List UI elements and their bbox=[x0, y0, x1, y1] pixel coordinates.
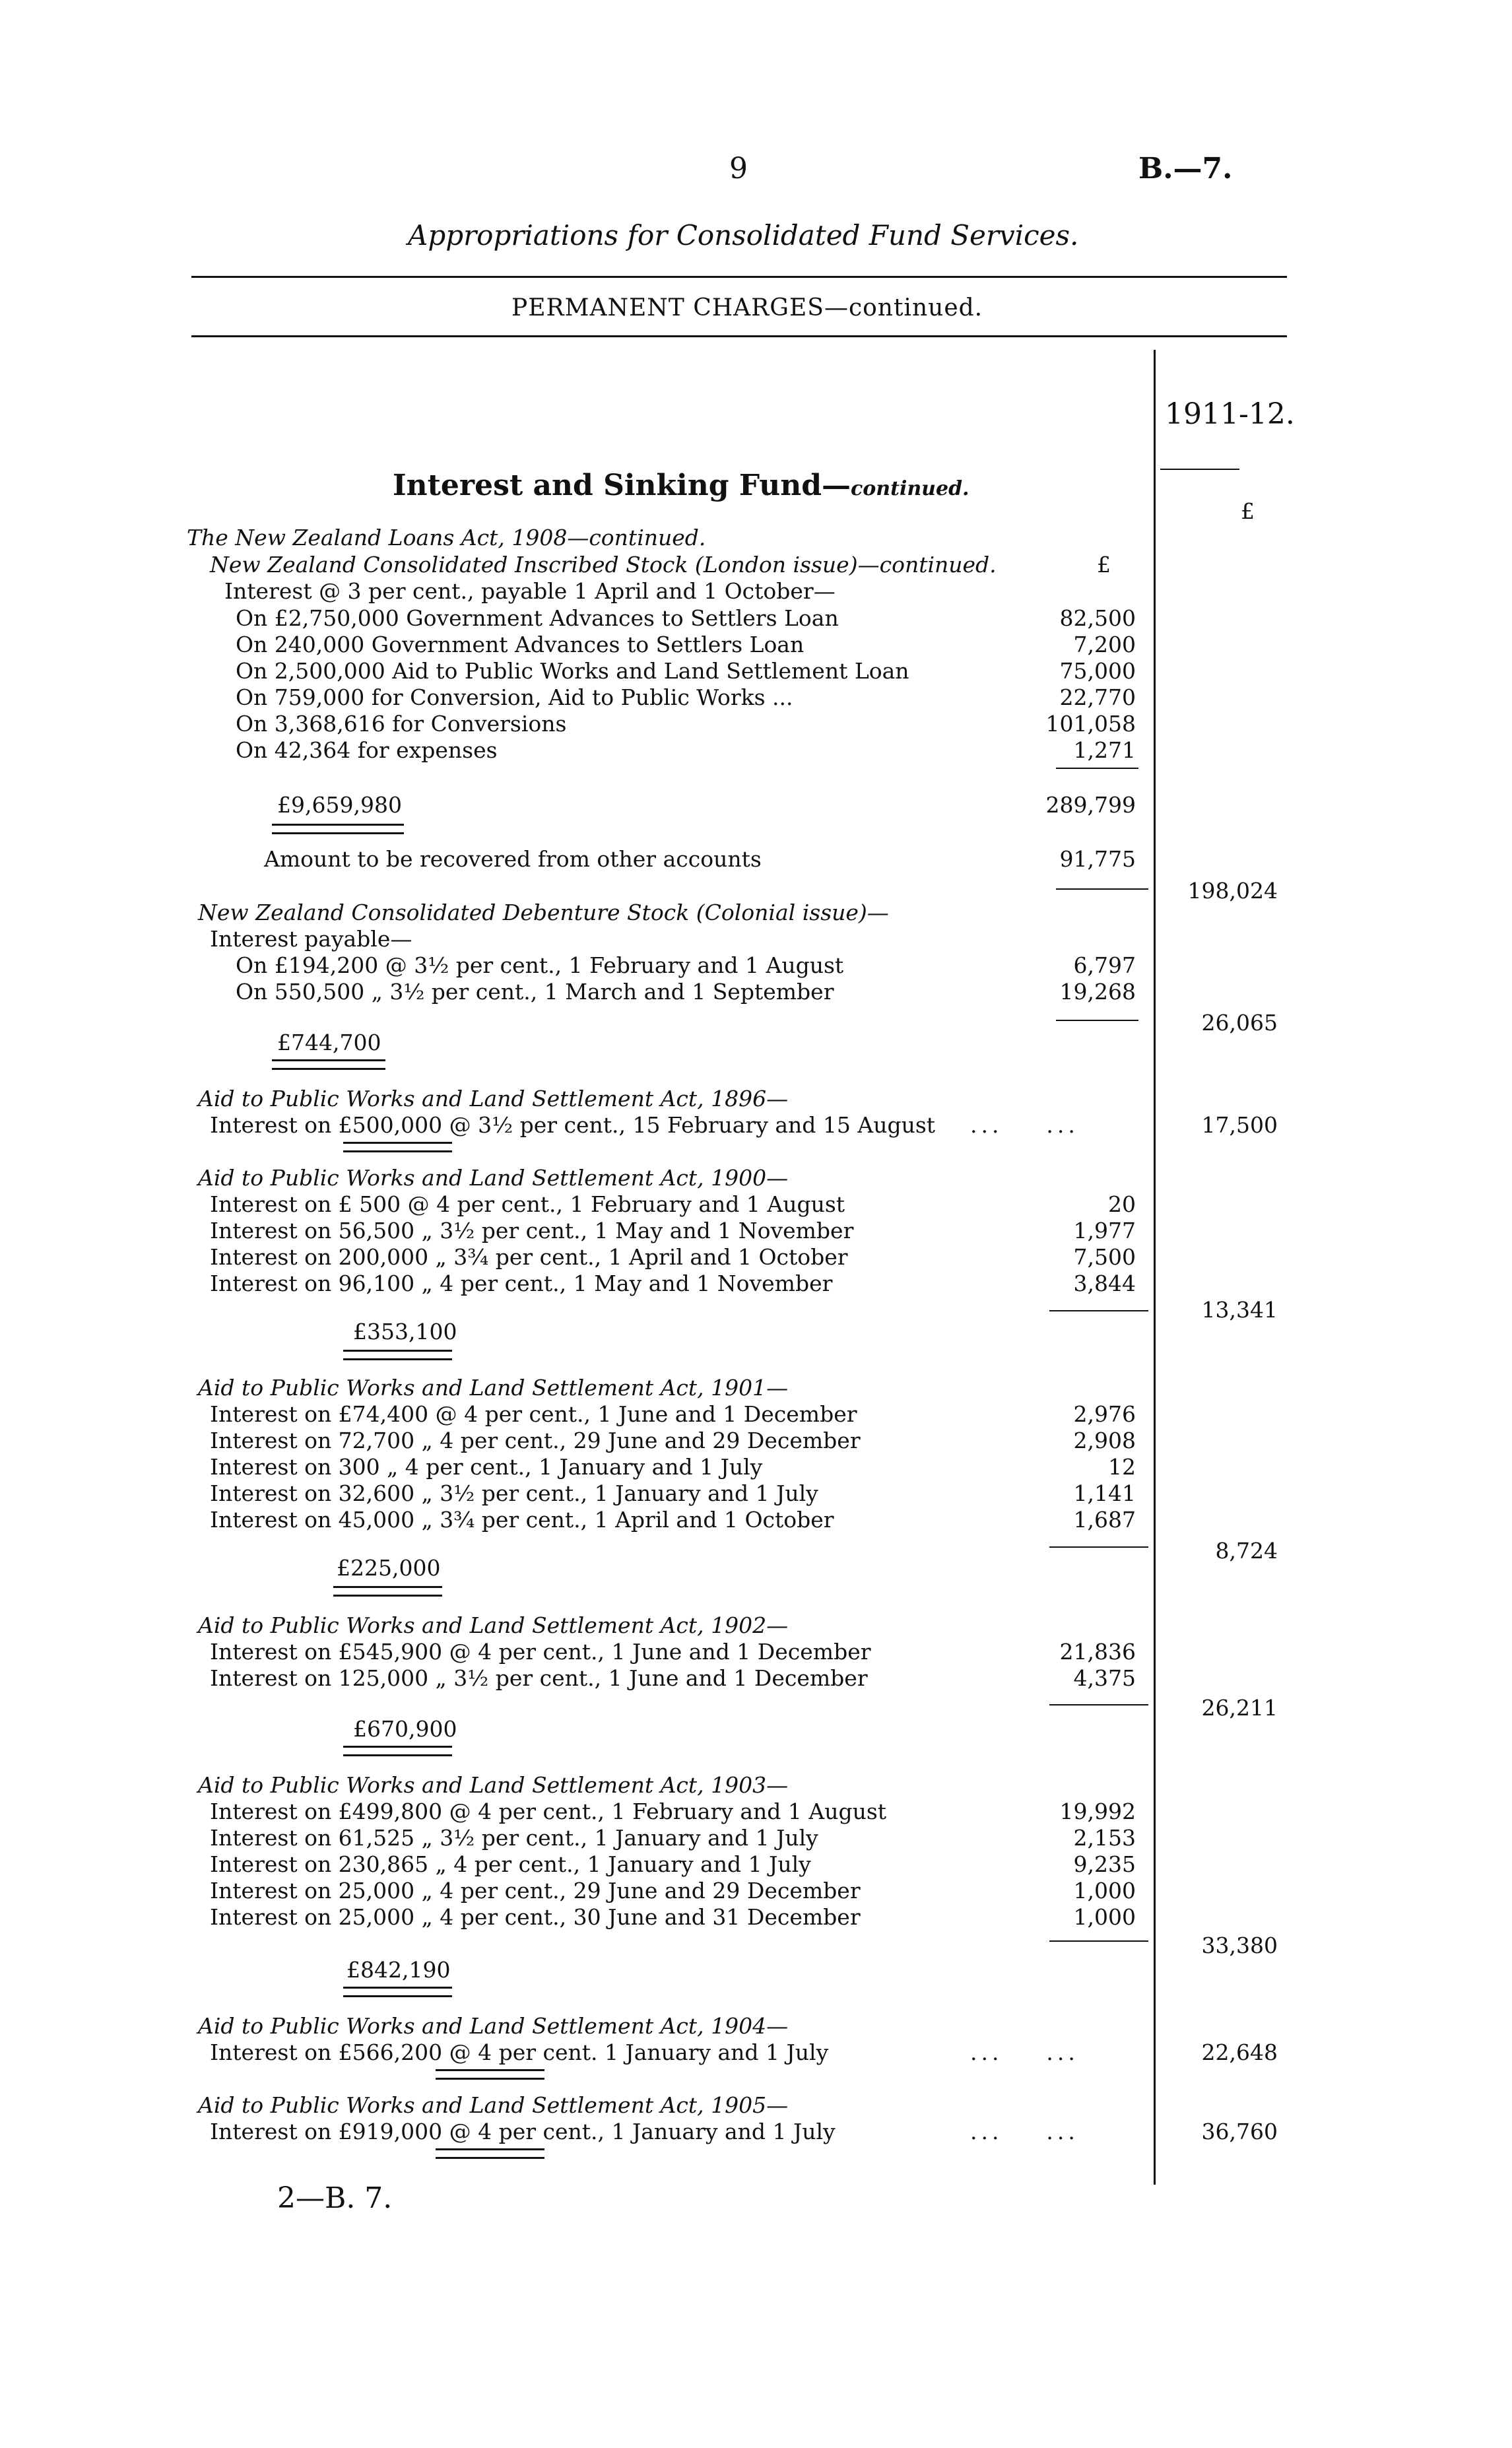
item-amount: 75,000 bbox=[1059, 658, 1136, 684]
interest-payable-label: Interest payable— bbox=[210, 926, 412, 952]
net-total: 8,724 bbox=[1215, 1538, 1278, 1564]
item-amount: 1,271 bbox=[1073, 737, 1136, 763]
subtotal-rule bbox=[1056, 768, 1138, 769]
act-1905-title: Aid to Public Works and Land Settlement Act, 1905— bbox=[198, 2092, 789, 2118]
list-item: Interest on 300 „ 4 per cent., 1 January and 1 July bbox=[210, 1454, 763, 1480]
item-amount: 9,235 bbox=[1073, 1851, 1136, 1877]
subtotal-rule bbox=[1049, 1704, 1148, 1705]
list-item: On 3,368,616 for Conversions bbox=[236, 711, 567, 737]
recovered-amount: 91,775 bbox=[1059, 846, 1136, 872]
principal-total: £353,100 bbox=[353, 1319, 457, 1344]
double-rule bbox=[436, 2148, 544, 2159]
amount-total: 289,799 bbox=[1045, 792, 1136, 818]
act-1904-title: Aid to Public Works and Land Settlement Act, 1904— bbox=[198, 2013, 789, 2039]
leader-dots: ... ... bbox=[970, 2039, 1079, 2065]
item-amount: 7,200 bbox=[1073, 632, 1136, 657]
section-title-main: Interest and Sinking Fund— bbox=[393, 469, 851, 502]
list-item: Interest on 200,000 „ 3¾ per cent., 1 April and 1 October bbox=[210, 1244, 848, 1270]
act-1904-line: Interest on £566,200 @ 4 per cent. 1 January and 1 July bbox=[210, 2039, 829, 2065]
item-amount: 6,797 bbox=[1073, 952, 1136, 978]
item-amount: 1,977 bbox=[1073, 1218, 1136, 1243]
subtotal-rule bbox=[1049, 1940, 1148, 1942]
list-item: Interest on 45,000 „ 3¾ per cent., 1 April and 1 October bbox=[210, 1507, 834, 1533]
principal-total: £225,000 bbox=[337, 1555, 441, 1581]
item-amount: 7,500 bbox=[1073, 1244, 1136, 1270]
item-amount: 2,153 bbox=[1073, 1825, 1136, 1851]
act-1900-title: Aid to Public Works and Land Settlement Act, 1900— bbox=[198, 1165, 789, 1191]
list-item: Interest on £499,800 @ 4 per cent., 1 February and 1 August bbox=[210, 1799, 887, 1824]
page-subtitle: PERMANENT CHARGES—continued. bbox=[511, 294, 983, 321]
list-item: On 42,364 for expenses bbox=[236, 737, 498, 763]
act-1905-line: Interest on £919,000 @ 4 per cent., 1 January and 1 July bbox=[210, 2119, 836, 2144]
list-item: Interest on 61,525 „ 3½ per cent., 1 January and 1 July bbox=[210, 1825, 818, 1851]
list-item: Interest on 96,100 „ 4 per cent., 1 May and 1 November bbox=[210, 1271, 833, 1296]
list-item: Interest on 125,000 „ 3½ per cent., 1 June and 1 December bbox=[210, 1665, 868, 1691]
item-amount: 82,500 bbox=[1059, 605, 1136, 631]
double-rule bbox=[343, 1350, 452, 1360]
subtotal-rule bbox=[1049, 1546, 1148, 1548]
net-total: 26,065 bbox=[1201, 1010, 1278, 1036]
list-item: On £2,750,000 Government Advances to Settlers Loan bbox=[236, 605, 839, 631]
year-unit: £ bbox=[1241, 498, 1255, 524]
net-rule bbox=[1056, 888, 1148, 890]
nz-loans-act-title: The New Zealand Loans Act, 1908—continued. bbox=[187, 525, 706, 550]
item-amount: 2,976 bbox=[1073, 1401, 1136, 1427]
item-amount: 1,687 bbox=[1073, 1507, 1136, 1533]
net-total: 26,211 bbox=[1201, 1695, 1278, 1721]
list-item: Interest on 72,700 „ 4 per cent., 29 June and 29 December bbox=[210, 1428, 861, 1453]
title-rule bbox=[191, 276, 1287, 278]
item-amount: 2,908 bbox=[1073, 1428, 1136, 1453]
net-total: 13,341 bbox=[1201, 1297, 1278, 1323]
list-item: On £194,200 @ 3½ per cent., 1 February and 1 August bbox=[236, 952, 844, 978]
list-item: On 759,000 for Conversion, Aid to Public Works ... bbox=[236, 684, 793, 710]
subtotal-rule bbox=[1056, 1020, 1138, 1021]
net-total: 22,648 bbox=[1201, 2039, 1278, 2065]
item-amount: 1,000 bbox=[1073, 1904, 1136, 1930]
section-title-suffix: continued. bbox=[851, 477, 970, 500]
act-1901-title: Aid to Public Works and Land Settlement Act, 1901— bbox=[198, 1375, 789, 1401]
list-item: On 240,000 Government Advances to Settlers Loan bbox=[236, 632, 805, 657]
item-amount: 4,375 bbox=[1073, 1665, 1136, 1691]
double-rule bbox=[272, 1059, 385, 1070]
list-item: Interest on 32,600 „ 3½ per cent., 1 January and 1 July bbox=[210, 1480, 818, 1506]
item-amount: 3,844 bbox=[1073, 1271, 1136, 1296]
double-rule bbox=[343, 1746, 452, 1756]
year-column-heading: 1911-12. bbox=[1165, 397, 1295, 431]
list-item: Interest on 56,500 „ 3½ per cent., 1 May and 1 November bbox=[210, 1218, 854, 1243]
double-rule bbox=[436, 2069, 544, 2080]
item-amount: 1,000 bbox=[1073, 1878, 1136, 1903]
page-number: 9 bbox=[729, 152, 748, 185]
net-total: 36,760 bbox=[1201, 2119, 1278, 2144]
list-item: Interest on £ 500 @ 4 per cent., 1 February and 1 August bbox=[210, 1191, 845, 1217]
item-amount: 1,141 bbox=[1073, 1480, 1136, 1506]
net-total: 17,500 bbox=[1201, 1112, 1278, 1138]
double-rule bbox=[343, 1142, 452, 1152]
act-1896-line: Interest on £500,000 @ 3½ per cent., 15 February and 15 August bbox=[210, 1112, 936, 1138]
footer-signature: 2—B. 7. bbox=[277, 2181, 393, 2215]
document-reference: B.—7. bbox=[1138, 152, 1233, 185]
act-1896-title: Aid to Public Works and Land Settlement Act, 1896— bbox=[198, 1086, 789, 1111]
list-item: On 550,500 „ 3½ per cent., 1 March and 1 September bbox=[236, 979, 834, 1005]
debenture-title: New Zealand Consolidated Debenture Stock (Colonial issue)— bbox=[198, 900, 889, 925]
net-total: 198,024 bbox=[1187, 878, 1278, 904]
year-rule bbox=[1160, 469, 1239, 470]
list-item: On 2,500,000 Aid to Public Works and Land Settlement Loan bbox=[236, 658, 909, 684]
list-item: Interest on £545,900 @ 4 per cent., 1 June and 1 December bbox=[210, 1639, 871, 1665]
list-item: Interest on 25,000 „ 4 per cent., 29 June and 29 December bbox=[210, 1878, 861, 1903]
net-total: 33,380 bbox=[1201, 1933, 1278, 1958]
item-amount: 19,992 bbox=[1059, 1799, 1136, 1824]
subtotal-rule bbox=[1049, 1310, 1148, 1311]
list-item: Interest on £74,400 @ 4 per cent., 1 June and 1 December bbox=[210, 1401, 857, 1427]
list-item: Interest on 25,000 „ 4 per cent., 30 June and 31 December bbox=[210, 1904, 861, 1930]
section-title bbox=[393, 469, 970, 502]
principal-total: £842,190 bbox=[346, 1957, 451, 1983]
double-rule bbox=[272, 824, 404, 834]
act-1902-title: Aid to Public Works and Land Settlement Act, 1902— bbox=[198, 1612, 789, 1638]
recovered-label: Amount to be recovered from other accounts bbox=[264, 846, 762, 872]
item-amount: 21,836 bbox=[1059, 1639, 1136, 1665]
principal-total: £9,659,980 bbox=[277, 792, 402, 818]
item-amount: 20 bbox=[1108, 1191, 1136, 1217]
subtitle-rule bbox=[191, 335, 1287, 337]
item-amount: 22,770 bbox=[1059, 684, 1136, 710]
item-amount: 19,268 bbox=[1059, 979, 1136, 1005]
item-amount: 12 bbox=[1108, 1454, 1136, 1480]
principal-total: £744,700 bbox=[277, 1030, 381, 1055]
act-1903-title: Aid to Public Works and Land Settlement Act, 1903— bbox=[198, 1772, 789, 1798]
double-rule bbox=[343, 1987, 452, 1997]
leader-dots: ... ... bbox=[970, 1112, 1079, 1138]
item-amount: 101,058 bbox=[1045, 711, 1136, 737]
list-item: Interest on 230,865 „ 4 per cent., 1 January and 1 July bbox=[210, 1851, 811, 1877]
leader-dots: ... ... bbox=[970, 2119, 1079, 2144]
page-title: Appropriations for Consolidated Fund Services. bbox=[408, 219, 1079, 251]
inscribed-stock-title: New Zealand Consolidated Inscribed Stock (London issue)—continued. bbox=[210, 552, 997, 578]
interest-line: Interest @ 3 per cent., payable 1 April and 1 October— bbox=[224, 578, 836, 604]
principal-total: £670,900 bbox=[353, 1716, 457, 1742]
double-rule bbox=[333, 1586, 442, 1597]
column-divider bbox=[1154, 350, 1156, 2185]
amount-unit: £ bbox=[1097, 552, 1111, 578]
